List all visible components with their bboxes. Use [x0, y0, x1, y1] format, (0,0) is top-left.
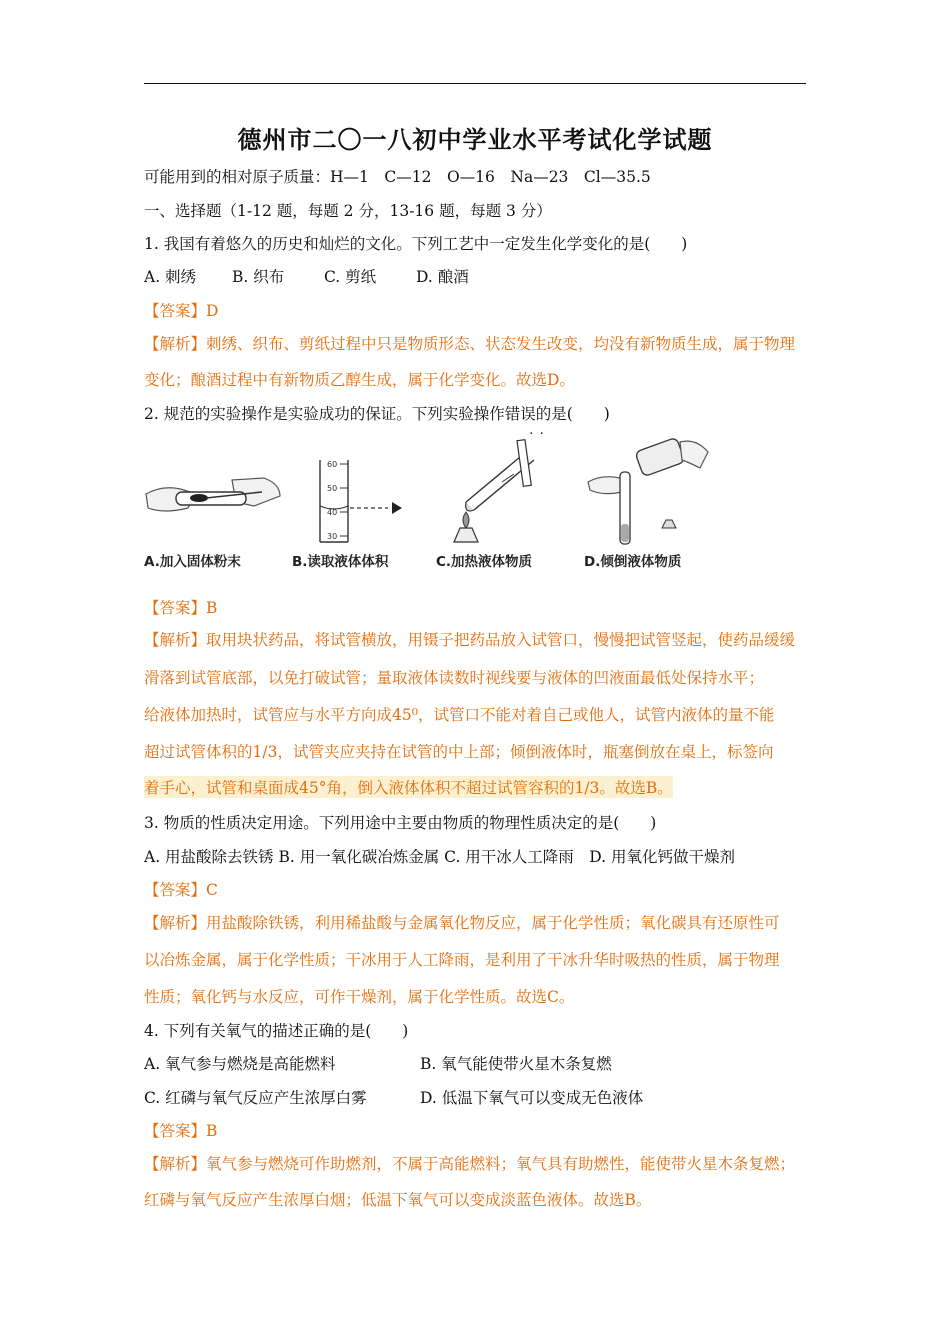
q2-explanation-line: 给液体加热时，试管应与水平方向成45⁰，试管口不能对着自己或他人，试管内液体的量不能: [144, 706, 775, 724]
q4-option-a: A. 氧气参与燃烧是高能燃料: [144, 1055, 336, 1073]
q1-explanation-line: 变化；酿酒过程中有新物质乙醇生成，属于化学变化。故选D。: [144, 371, 575, 389]
q3-answer: 【答案】C: [144, 881, 218, 899]
scale-label: 50: [327, 484, 338, 493]
figure-d-caption: D.倾倒液体物质: [584, 554, 682, 570]
add-powder-illustration: [144, 432, 284, 547]
pour-liquid-illustration: [584, 432, 724, 547]
figure-d: [584, 432, 724, 572]
q4-explanation-line: 【解析】氧气参与燃烧可作助燃剂，不属于高能燃料；氧气具有助燃性，能使带火星木条复燃；: [144, 1155, 796, 1173]
q4-option-c: C. 红磷与氧气反应产生浓厚白雾: [144, 1089, 367, 1107]
figure-c-caption: C.加热液体物质: [436, 554, 533, 570]
scale-label: 60: [327, 460, 338, 469]
q3-explanation-line: 性质；氧化钙与水反应，可作干燥剂，属于化学性质。故选C。: [144, 988, 575, 1006]
q4-options-row: [144, 1052, 612, 1074]
figure-b-caption: B.读取液体体积: [292, 554, 389, 570]
q1-option-d: D. 酿酒: [416, 268, 469, 286]
q4-stem: 4. 下列有关氧气的描述正确的是( ): [144, 1022, 409, 1040]
q4-answer: 【答案】B: [144, 1122, 218, 1140]
q3-explanation-line: 【解析】用盐酸除铁锈，利用稀盐酸与金属氧化物反应，属于化学性质；氧化碳具有还原性可: [144, 914, 780, 932]
figure-a-caption: A.加入固体粉末: [144, 554, 241, 570]
q1-answer: 【答案】D: [144, 302, 219, 320]
q3-explanation-line: 以冶炼金属，属于化学性质；干冰用于人工降雨，是利用了干冰升华时吸热的性质，属于物理: [144, 951, 780, 969]
q2-explanation-line: 【解析】取用块状药品，将试管横放，用镊子把药品放入试管口，慢慢把试管竖起，使药品缓缓: [144, 631, 796, 649]
q1-option-b: B. 织布: [232, 268, 285, 286]
emphasis-dots: ··: [529, 426, 550, 442]
figure-b: [292, 432, 432, 572]
read-volume-illustration: [292, 432, 432, 547]
q4-options-row: [144, 1086, 643, 1108]
figure-a: [144, 432, 284, 572]
figure-c: [436, 432, 576, 572]
q4-option-d: D. 低温下氧气可以变成无色液体: [420, 1089, 644, 1107]
q3-stem: 3. 物质的性质决定用途。下列用途中主要由物质的物理性质决定的是( ): [144, 814, 657, 832]
q2-stem: 2. 规范的实验操作是实验成功的保证。下列实验操作错误的是( ): [144, 405, 610, 423]
q4-option-b: B. 氧气能使带火星木条复燃: [420, 1055, 612, 1073]
q2-explanation-line: 着手心，试管和桌面成45°角，倒入液体体积不超过试管容积的1/3。故选B。: [144, 776, 673, 798]
header-rule: [144, 83, 806, 84]
scale-label: 30: [327, 532, 338, 541]
q2-explanation-line: 超过试管体积的1/3，试管夹应夹持在试管的中上部；倾倒液体时，瓶塞倒放在桌上，标签向: [144, 743, 774, 761]
q1-option-a: A. 刺绣: [144, 268, 197, 286]
q1-stem: 1. 我国有着悠久的历史和灿烂的文化。下列工艺中一定发生化学变化的是( ): [144, 235, 688, 253]
section-heading: 一、选择题（1-12 题，每题 2 分，13-16 题，每题 3 分）: [144, 202, 552, 220]
scale-label: 40: [327, 508, 338, 517]
q1-options: [144, 265, 469, 287]
q3-options: A. 用盐酸除去铁锈 B. 用一氧化碳冶炼金属 C. 用干冰人工降雨 D. 用氧化钙做干燥剂: [144, 848, 736, 866]
heat-liquid-illustration: [436, 432, 576, 547]
q2-answer: 【答案】B: [144, 599, 218, 617]
q1-explanation-line: 【解析】刺绣、织布、剪纸过程中只是物质形态、状态发生改变，均没有新物质生成，属于物理: [144, 335, 796, 353]
atomic-mass-line: 可能用到的相对原子质量：H—1 C—12 O—16 Na—23 Cl—35.5: [144, 168, 651, 186]
q2-explanation-line: 滑落到试管底部，以免打破试管；量取液体读数时视线要与液体的凹液面最低处保持水平；: [144, 669, 765, 687]
q4-explanation-line: 红磷与氧气反应产生浓厚白烟；低温下氧气可以变成淡蓝色液体。故选B。: [144, 1191, 652, 1209]
page-title: 德州市二〇一八初中学业水平考试化学试题: [237, 126, 713, 154]
q1-option-c: C. 剪纸: [324, 268, 377, 286]
q2-figures: [144, 432, 704, 572]
